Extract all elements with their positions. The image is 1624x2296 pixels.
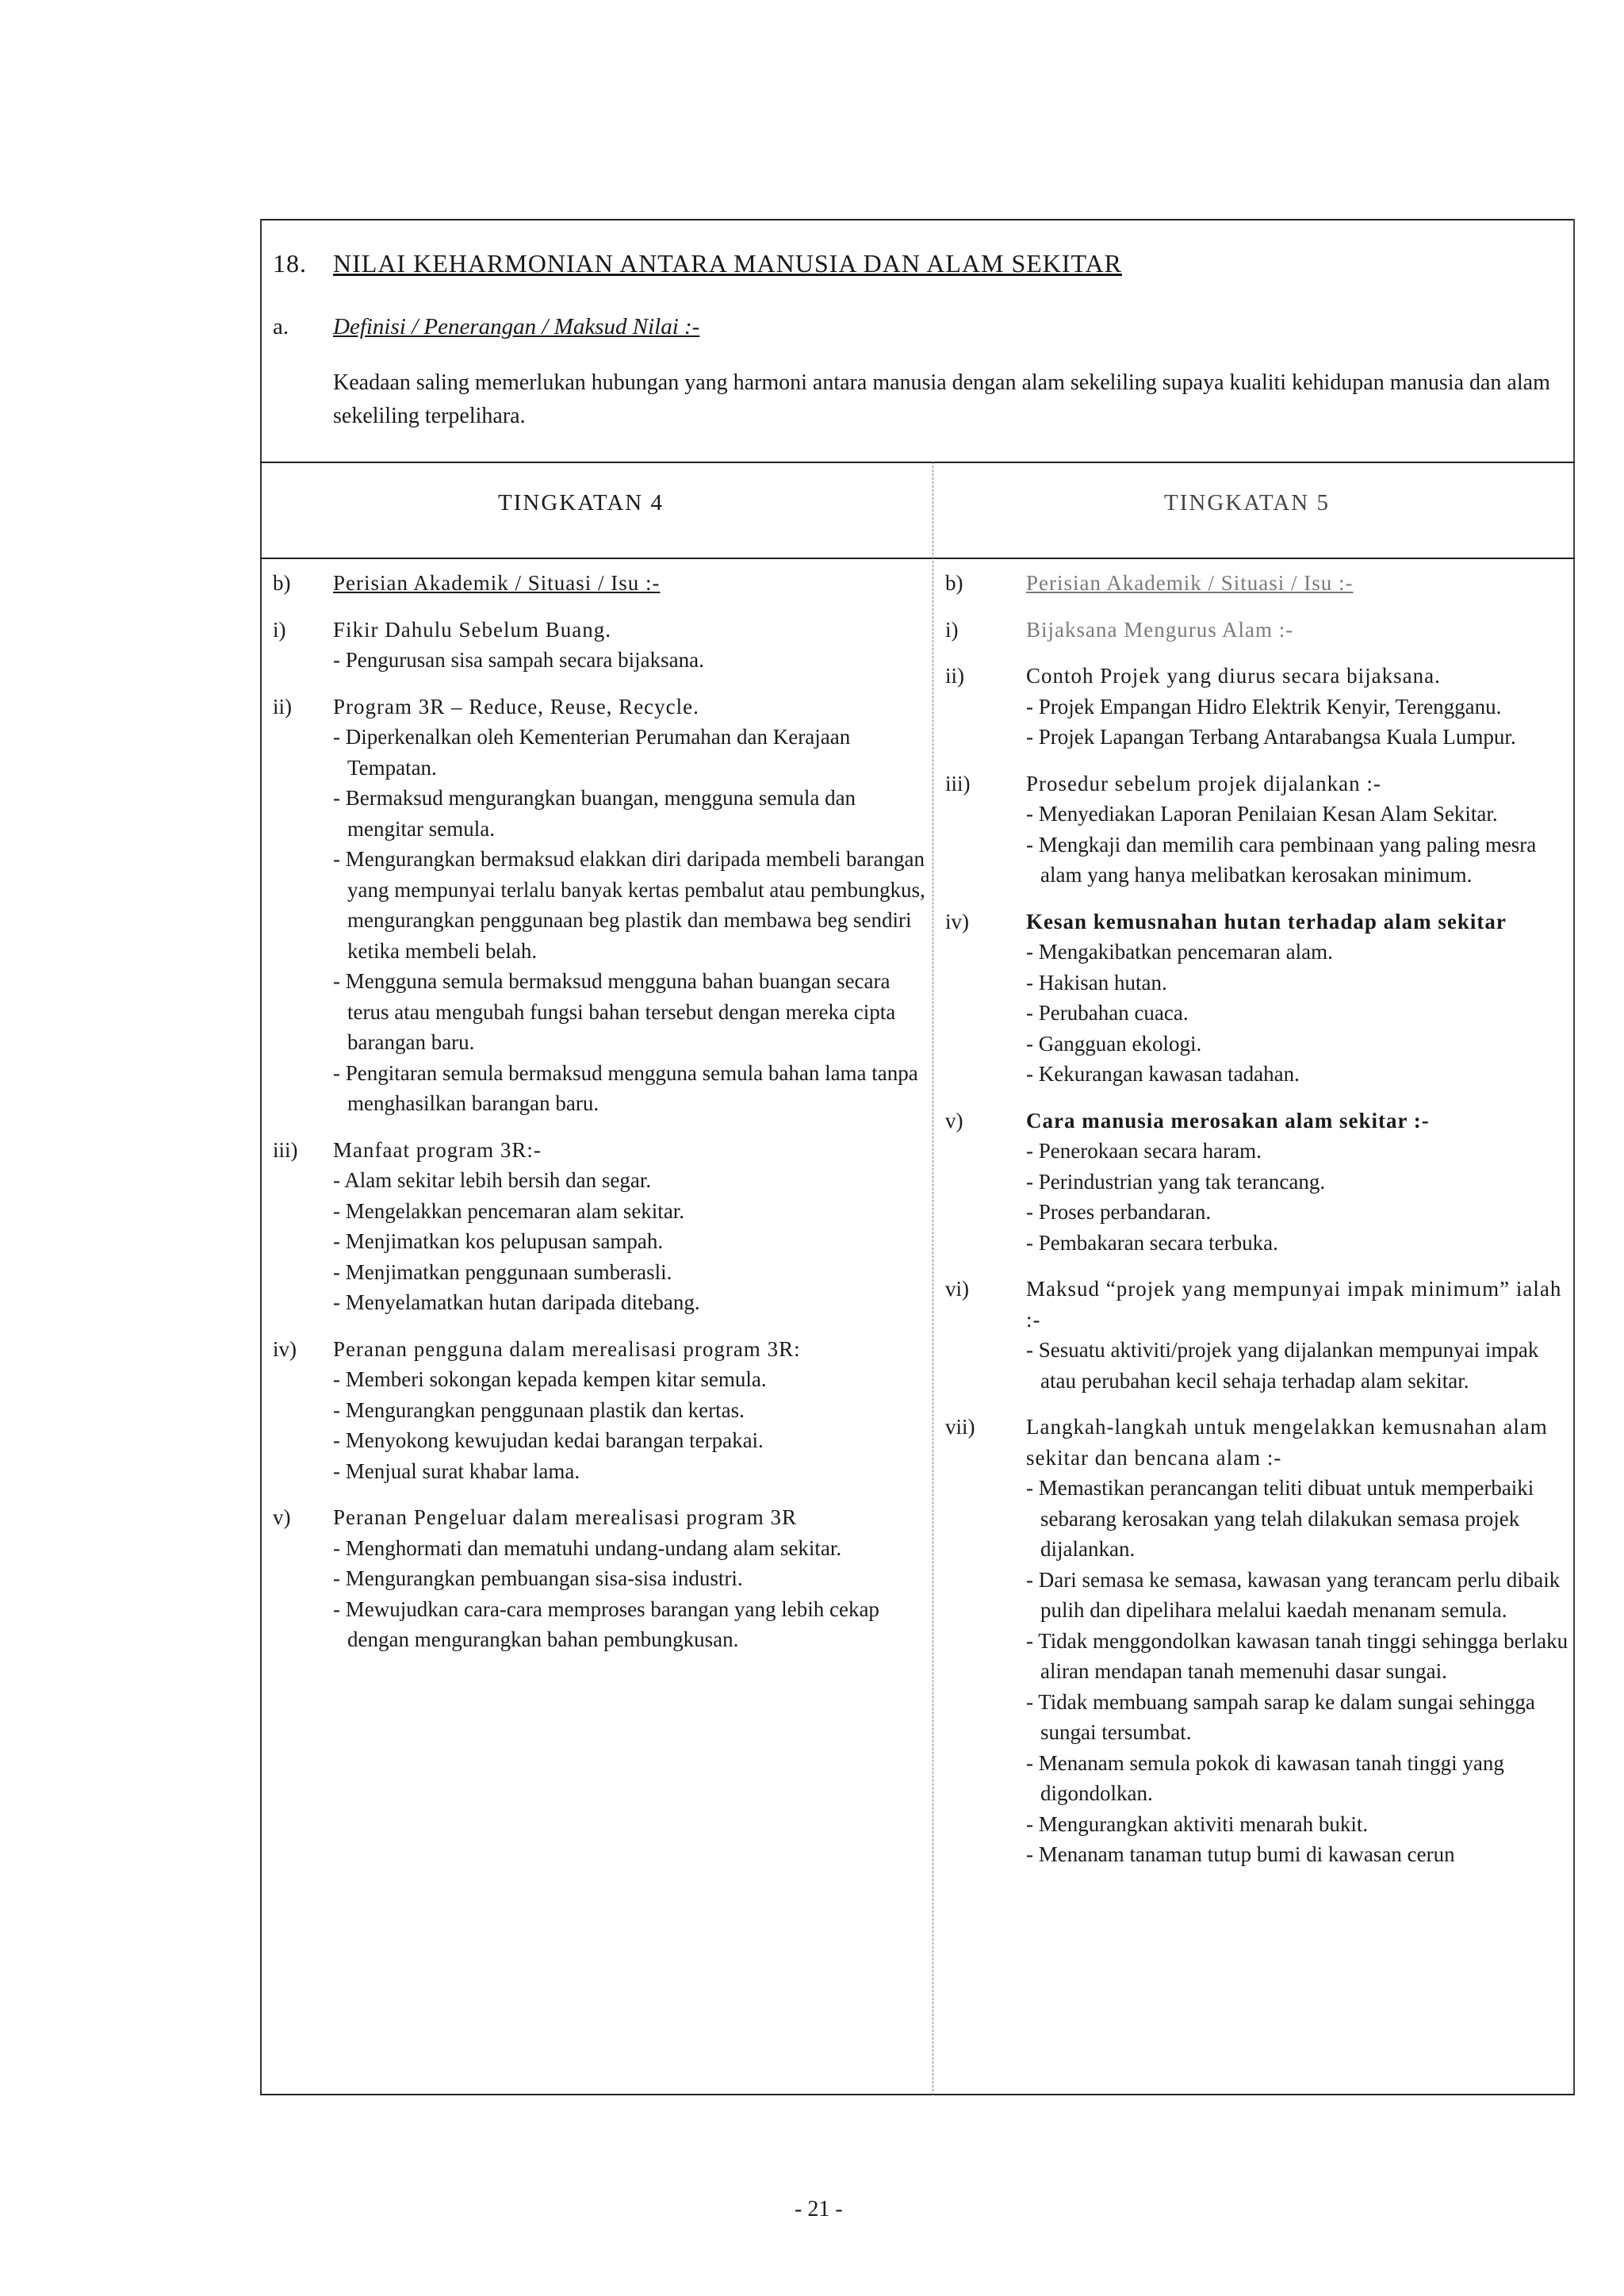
section-numeral: vi) [945, 1277, 969, 1301]
section-heading: Manfaat program 3R:- [333, 1137, 542, 1162]
right-section-block [945, 1106, 1572, 1259]
definition-label: a. [273, 314, 289, 339]
section-heading: Program 3R – Reduce, Reuse, Recycle. [333, 694, 699, 719]
column-header-separator [260, 558, 1575, 559]
frame-left-rule [260, 219, 262, 2095]
section-heading: Langkah-langkah untuk mengelakkan kemusnahan alam sekitar dan bencana alam :- [1026, 1415, 1548, 1470]
section-heading: Peranan Pengeluar dalam merealisasi program 3R [333, 1505, 798, 1529]
section-heading: Cara manusia merosakan alam sekitar :- [1026, 1108, 1430, 1133]
right-section-block [945, 1412, 1572, 1870]
section-numeral: iii) [273, 1137, 298, 1162]
bullet-item: - Diperkenalkan oleh Kementerian Perumahan dan Kerajaan Tempatan. [333, 725, 851, 780]
bullet-item: - Menanam semula pokok di kawasan tanah tinggi yang digondolkan. [1026, 1750, 1504, 1805]
bullet-item: - Mengkaji dan memilih cara pembinaan yang paling mesra alam yang hanya melibatkan kerosakan minimum. [1026, 832, 1537, 887]
section-title [273, 249, 1122, 278]
bullet-item: - Hakisan hutan. [1026, 970, 1167, 995]
right-section-block [945, 568, 1572, 599]
left-section-block [273, 1135, 931, 1318]
section-numeral: i) [273, 617, 286, 642]
section-number: 18. [273, 249, 307, 278]
right-section-block [945, 1274, 1572, 1396]
section-heading: Contoh Projek yang diurus secara bijaksana. [1026, 664, 1441, 688]
section-heading: Fikir Dahulu Sebelum Buang. [333, 617, 611, 642]
frame-bottom-rule [260, 2094, 1575, 2095]
bullet-item: - Tidak membuang sampah sarap ke dalam sungai sehingga sungai tersumbat. [1026, 1689, 1535, 1744]
section-numeral: v) [273, 1505, 291, 1529]
bullet-item: - Tidak menggondolkan kawasan tanah tinggi sehingga berlaku aliran mendapan tanah memenuhi dasar sungai. [1026, 1628, 1568, 1683]
column-title-tingkatan-5: TINGKATAN 5 [1164, 490, 1330, 516]
section-heading: Perisian Akademik / Situasi / Isu :- [333, 571, 661, 595]
bullet-item: - Mengurangkan penggunaan plastik dan kertas. [333, 1397, 745, 1422]
right-section-block [945, 907, 1572, 1090]
bullet-item: - Dari semasa ke semasa, kawasan yang terancam perlu dibaik pulih dan dipelihara melalui kaedah menanam semula. [1026, 1567, 1561, 1622]
bullet-item: - Menjual surat khabar lama. [333, 1458, 580, 1483]
section-heading: Bijaksana Mengurus Alam :- [1026, 617, 1294, 642]
right-section-block [945, 615, 1572, 646]
section-numeral: ii) [945, 664, 964, 688]
definition-heading [273, 314, 699, 340]
bullet-item: - Pembakaran secara terbuka. [1026, 1230, 1278, 1255]
section-heading: Kesan kemusnahan hutan terhadap alam sekitar [1026, 909, 1507, 933]
bullet-item: - Gangguan ekologi. [1026, 1031, 1202, 1056]
definition-heading-text: Definisi / Penerangan / Maksud Nilai :- [333, 314, 700, 339]
bullet-item: - Mengurangkan aktiviti menarah bukit. [1026, 1811, 1369, 1836]
bullet-item: - Mengurangkan pembuangan sisa-sisa industri. [333, 1566, 743, 1590]
section-heading: Perisian Akademik / Situasi / Isu :- [1026, 571, 1354, 595]
bullet-item: - Menyokong kewujudan kedai barangan terpakai. [333, 1428, 764, 1452]
left-section-block [273, 568, 931, 599]
bullet-item: - Menjimatkan penggunaan sumberasli. [333, 1259, 672, 1284]
section-numeral: b) [945, 571, 963, 595]
section-numeral: b) [273, 571, 291, 595]
definition-body: Keadaan saling memerlukan hubungan yang harmoni antara manusia dengan alam sekeliling supaya kualiti kehidupan manusia dan alam sekeliling terpelihara. [333, 370, 1550, 428]
right-section-block [945, 661, 1572, 753]
left-section-block [273, 1502, 931, 1655]
section-numeral: v) [945, 1108, 963, 1133]
bullet-item: - Pengitaran semula bermaksud mengguna semula bahan lama tanpa menghasilkan barangan baru. [333, 1060, 918, 1115]
bullet-item: - Menyediakan Laporan Penilaian Kesan Alam Sekitar. [1026, 802, 1498, 826]
page-number: - 21 - [795, 2197, 843, 2221]
bullet-item: - Proses perbandaran. [1026, 1200, 1212, 1224]
bullet-item: - Alam sekitar lebih bersih dan segar. [333, 1168, 652, 1192]
bullet-item: - Bermaksud mengurangkan buangan, mengguna semula dan mengitar semula. [333, 786, 856, 841]
bullet-item: - Menanam tanaman tutup bumi di kawasan cerun [1026, 1842, 1455, 1866]
bullet-item: - Memastikan perancangan teliti dibuat untuk memperbaiki sebarang kerosakan yang telah dilakukan semasa projek dijalankan. [1026, 1476, 1534, 1561]
bullet-item: - Penerokaan secara haram. [1026, 1139, 1262, 1163]
bullet-item: - Mewujudkan cara-cara memproses barangan yang lebih cekap dengan mengurangkan bahan pembungkusan. [333, 1596, 879, 1651]
bullet-item: - Projek Empangan Hidro Elektrik Kenyir, Terengganu. [1026, 694, 1502, 719]
bullet-item: - Pengurusan sisa sampah secara bijaksana. [333, 648, 704, 672]
section-title-text: NILAI KEHARMONIAN ANTARA MANUSIA DAN ALAM SEKITAR [333, 249, 1122, 278]
section-heading: Prosedur sebelum projek dijalankan :- [1026, 771, 1381, 795]
bullet-item: - Mengakibatkan pencemaran alam. [1026, 940, 1333, 964]
section-numeral: ii) [273, 694, 292, 719]
right-column [945, 568, 1572, 1886]
frame-top-rule [260, 219, 1575, 220]
left-column [273, 568, 931, 1671]
section-numeral: i) [945, 617, 959, 642]
left-section-block [273, 615, 931, 676]
left-section-block [273, 692, 931, 1119]
bullet-item: - Menyelamatkan hutan daripada ditebang. [333, 1290, 700, 1314]
section-heading: Peranan pengguna dalam merealisasi program 3R: [333, 1336, 801, 1361]
bullet-item: - Memberi sokongan kepada kempen kitar semula. [333, 1367, 767, 1391]
definition-separator [260, 462, 1575, 463]
bullet-item: - Sesuatu aktiviti/projek yang dijalankan mempunyai impak atau perubahan kecil sehaja terhadap alam sekitar. [1026, 1338, 1539, 1393]
bullet-item: - Kekurangan kawasan tadahan. [1026, 1062, 1300, 1086]
left-section-block [273, 1334, 931, 1487]
bullet-item: - Mengguna semula bermaksud mengguna bahan buangan secara terus atau mengubah fungsi bahan tersebut dengan mereka cipta barangan baru. [333, 969, 896, 1054]
bullet-item: - Perubahan cuaca. [1026, 1001, 1189, 1025]
section-numeral: iv) [945, 909, 969, 933]
bullet-item: - Mengelakkan pencemaran alam sekitar. [333, 1198, 685, 1223]
section-numeral: vii) [945, 1415, 975, 1439]
bullet-item: - Menjimatkan kos pelupusan sampah. [333, 1229, 664, 1253]
frame-right-rule [1573, 219, 1575, 2095]
section-heading: Maksud “projek yang mempunyai impak minimum” ialah :- [1026, 1277, 1562, 1332]
page-frame [260, 219, 1575, 2095]
bullet-item: - Projek Lapangan Terbang Antarabangsa Kuala Lumpur. [1026, 725, 1516, 749]
section-numeral: iv) [273, 1336, 297, 1361]
bullet-item: - Mengurangkan bermaksud elakkan diri daripada membeli barangan yang mempunyai terlalu banyak kertas pembalut atau pembungkus, mengurangkan penggunaan beg plastik dan membawa beg sendiri ketika membeli belah. [333, 847, 925, 963]
section-numeral: iii) [945, 771, 971, 795]
right-section-block [945, 769, 1572, 891]
bullet-item: - Perindustrian yang tak terancang. [1026, 1169, 1326, 1194]
column-title-tingkatan-4: TINGKATAN 4 [498, 490, 664, 516]
bullet-item: - Menghormati dan mematuhi undang-undang alam sekitar. [333, 1535, 842, 1560]
